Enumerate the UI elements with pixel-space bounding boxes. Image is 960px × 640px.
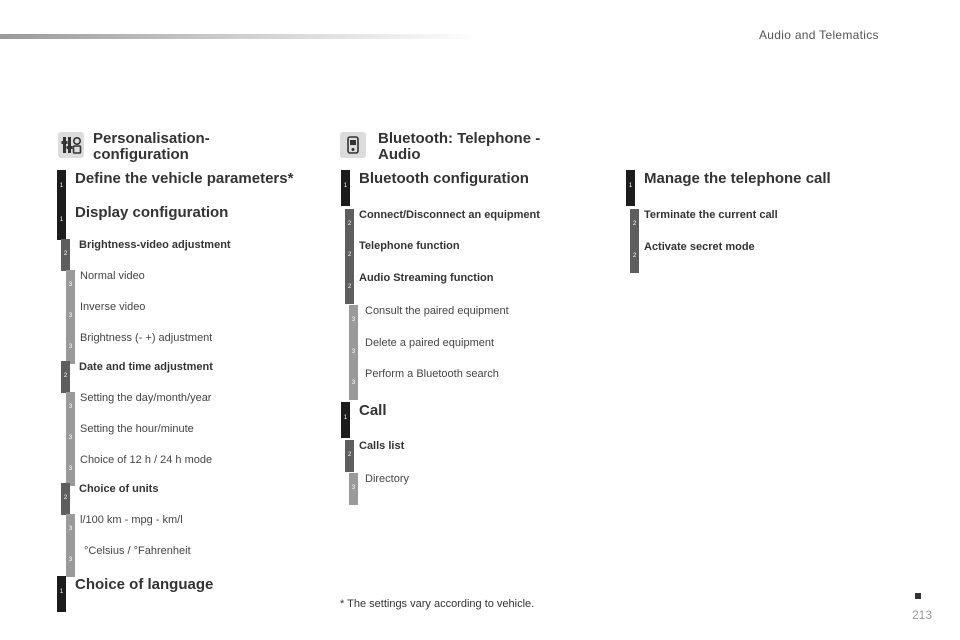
menu-item-label: Date and time adjustment — [79, 361, 213, 373]
menu-item-label: Display configuration — [75, 204, 229, 221]
level-badge-2: 2 — [345, 440, 354, 472]
footnote: * The settings vary according to vehicle. — [340, 598, 535, 610]
header-title: Audio and Telematics — [759, 28, 879, 42]
menu-item-label: Call — [359, 402, 387, 419]
bluetooth-phone-icon — [340, 132, 366, 158]
level-badge-2: 2 — [630, 209, 639, 241]
level-badge-3: 3 — [349, 305, 358, 337]
menu-item-label: Choice of units — [79, 483, 159, 495]
level-badge-2: 2 — [345, 240, 354, 272]
menu-item-label: Brightness (- +) adjustment — [80, 332, 213, 344]
level-badge-1: 1 — [57, 204, 66, 240]
level-badge-2: 2 — [61, 239, 70, 271]
menu-item-label: °Celsius / °Fahrenheit — [84, 545, 191, 557]
menu-item-label: Consult the paired equipment — [365, 305, 509, 317]
level-badge-2: 2 — [61, 483, 70, 515]
section-title-bluetooth: Bluetooth: Telephone - Audio — [378, 130, 541, 163]
menu-item-label: Define the vehicle parameters* — [75, 170, 294, 187]
menu-item-label: Brightness-video adjustment — [79, 239, 231, 251]
level-badge-3: 3 — [66, 423, 75, 455]
level-badge-1: 1 — [626, 170, 635, 206]
menu-item-label: Choice of 12 h / 24 h mode — [80, 454, 213, 466]
header-gradient-bar — [0, 34, 480, 39]
level-badge-3: 3 — [66, 392, 75, 424]
level-badge-2: 2 — [630, 241, 639, 273]
level-badge-1: 1 — [341, 402, 350, 438]
menu-item-label: Bluetooth configuration — [359, 170, 529, 187]
page-number: 213 — [912, 608, 933, 622]
settings-personalisation-icon — [58, 132, 84, 158]
level-badge-3: 3 — [66, 514, 75, 546]
menu-item-label: Activate secret mode — [644, 241, 755, 253]
menu-item-label: l/100 km - mpg - km/l — [80, 514, 183, 526]
level-badge-3: 3 — [66, 332, 75, 364]
menu-item-label: Setting the day/month/year — [80, 392, 212, 404]
menu-item-label: Manage the telephone call — [644, 170, 831, 187]
level-badge-3: 3 — [66, 454, 75, 486]
menu-item-label: Delete a paired equipment — [365, 337, 495, 349]
level-badge-3: 3 — [349, 368, 358, 400]
level-badge-1: 1 — [57, 576, 66, 612]
level-badge-3: 3 — [66, 301, 75, 333]
menu-item-label: Connect/Disconnect an equipment — [359, 209, 540, 221]
menu-item-label: Directory — [365, 473, 410, 485]
menu-item-label: Setting the hour/minute — [80, 423, 194, 435]
level-badge-2: 2 — [61, 361, 70, 393]
level-badge-3: 3 — [66, 545, 75, 577]
menu-item-label: Telephone function — [359, 240, 460, 252]
level-badge-3: 3 — [349, 473, 358, 505]
menu-item-label: Audio Streaming function — [359, 272, 494, 284]
level-badge-3: 3 — [349, 337, 358, 369]
menu-item-label: Calls list — [359, 440, 405, 452]
menu-item-label: Choice of language — [75, 576, 214, 593]
level-badge-1: 1 — [57, 170, 66, 206]
menu-item-label: Normal video — [80, 270, 145, 282]
menu-item-label: Perform a Bluetooth search — [365, 368, 499, 380]
page-corner-mark — [915, 593, 921, 599]
level-badge-1: 1 — [341, 170, 350, 206]
level-badge-2: 2 — [345, 272, 354, 304]
menu-item-label: Terminate the current call — [644, 209, 778, 221]
level-badge-2: 2 — [345, 209, 354, 241]
level-badge-3: 3 — [66, 270, 75, 302]
menu-item-label: Inverse video — [80, 301, 146, 313]
section-title-personalisation: Personalisation- configuration — [93, 130, 210, 163]
